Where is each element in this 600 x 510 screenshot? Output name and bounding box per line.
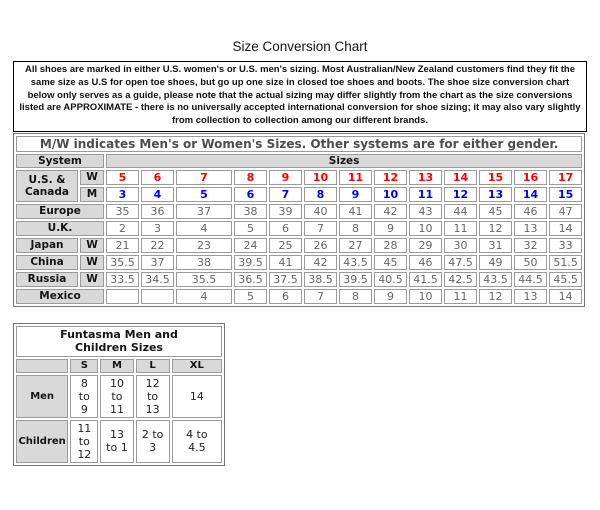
size-value: 11	[409, 187, 442, 202]
main-size-table	[13, 133, 585, 307]
size-value: 45	[479, 204, 512, 219]
funtasma-size-value: 8 to 9	[70, 375, 98, 418]
size-value: 42	[304, 255, 337, 270]
size-row	[16, 204, 582, 219]
size-value: 39.5	[339, 272, 372, 287]
size-value: 46	[409, 255, 442, 270]
size-value: 36.5	[234, 272, 267, 287]
size-value: 23	[176, 238, 232, 253]
note-row	[16, 136, 582, 152]
funtasma-size-value: 13 to 1	[100, 420, 133, 463]
gender-indicator: W	[80, 272, 104, 287]
size-value: 30	[444, 238, 477, 253]
size-value: 46	[514, 204, 547, 219]
sizes-header: Sizes	[106, 154, 582, 168]
size-value: 16	[514, 170, 547, 185]
size-value: 8	[234, 170, 267, 185]
size-value: 43.5	[479, 272, 512, 287]
size-value: 47	[549, 204, 582, 219]
size-value	[141, 289, 174, 304]
system-label: U.S. & Canada	[16, 170, 78, 202]
size-value: 5	[234, 289, 267, 304]
size-value: 49	[479, 255, 512, 270]
size-value: 9	[374, 221, 407, 236]
size-value: 8	[304, 187, 337, 202]
size-value: 41.5	[409, 272, 442, 287]
system-label: U.K.	[16, 221, 104, 236]
size-value: 38	[176, 255, 232, 270]
size-value: 4	[176, 289, 232, 304]
size-value: 13	[409, 170, 442, 185]
size-value: 7	[304, 289, 337, 304]
size-value: 44	[444, 204, 477, 219]
size-value: 26	[304, 238, 337, 253]
funtasma-column-header: S	[70, 359, 98, 373]
size-value: 41	[339, 204, 372, 219]
size-value: 2	[106, 221, 139, 236]
size-value: 37.5	[269, 272, 302, 287]
size-value: 27	[339, 238, 372, 253]
size-value: 35.5	[106, 255, 139, 270]
size-value: 29	[409, 238, 442, 253]
size-value: 7	[269, 187, 302, 202]
size-value: 14	[514, 187, 547, 202]
system-label: Japan	[16, 238, 78, 253]
size-value: 25	[269, 238, 302, 253]
funtasma-row	[16, 375, 222, 418]
size-value: 40.5	[374, 272, 407, 287]
size-row	[16, 255, 582, 270]
size-value: 42.5	[444, 272, 477, 287]
size-value: 39	[269, 204, 302, 219]
size-value: 22	[141, 238, 174, 253]
funtasma-column-header: L	[136, 359, 170, 373]
size-value: 4	[141, 187, 174, 202]
size-value: 4	[176, 221, 232, 236]
funtasma-size-value: 4 to 4.5	[172, 420, 222, 463]
funtasma-table	[13, 323, 225, 466]
size-value: 10	[409, 221, 442, 236]
size-value: 35	[106, 204, 139, 219]
system-label: Russia	[16, 272, 78, 287]
size-value: 6	[141, 170, 174, 185]
size-value: 9	[374, 289, 407, 304]
size-value: 12	[374, 170, 407, 185]
size-value: 43.5	[339, 255, 372, 270]
size-value: 39.5	[234, 255, 267, 270]
size-value: 13	[514, 221, 547, 236]
size-value: 45.5	[549, 272, 582, 287]
funtasma-row-label: Men	[16, 375, 68, 418]
size-value: 47.5	[444, 255, 477, 270]
size-value: 44.5	[514, 272, 547, 287]
size-value: 35.5	[176, 272, 232, 287]
size-value: 7	[304, 221, 337, 236]
size-value: 11	[339, 170, 372, 185]
funtasma-column-header: XL	[172, 359, 222, 373]
column-header-row	[16, 154, 582, 168]
funtasma-column-header	[16, 359, 68, 373]
mw-note: M/W indicates Men's or Women's Sizes. Other systems are for either gender.	[16, 136, 582, 152]
size-row	[16, 221, 582, 236]
size-value: 45	[374, 255, 407, 270]
size-value: 6	[269, 221, 302, 236]
size-value: 14	[549, 221, 582, 236]
size-value: 37	[176, 204, 232, 219]
size-value: 8	[339, 221, 372, 236]
system-label: Mexico	[16, 289, 104, 304]
size-value: 10	[304, 170, 337, 185]
gender-indicator: W	[80, 238, 104, 253]
size-value: 37	[141, 255, 174, 270]
size-value: 17	[549, 170, 582, 185]
size-row	[16, 238, 582, 253]
size-value: 9	[339, 187, 372, 202]
gender-indicator: W	[80, 255, 104, 270]
size-value: 34.5	[141, 272, 174, 287]
size-value: 38	[234, 204, 267, 219]
size-value: 5	[106, 170, 139, 185]
size-value: 24	[234, 238, 267, 253]
size-value: 12	[479, 221, 512, 236]
size-value: 31	[479, 238, 512, 253]
funtasma-row-label: Children	[16, 420, 68, 463]
size-value: 51.5	[549, 255, 582, 270]
size-value: 7	[176, 170, 232, 185]
funtasma-title-row	[16, 326, 222, 357]
funtasma-row	[16, 420, 222, 463]
size-value: 15	[479, 170, 512, 185]
size-value: 9	[269, 170, 302, 185]
size-value: 12	[479, 289, 512, 304]
size-row	[16, 170, 582, 185]
size-value: 40	[304, 204, 337, 219]
size-row	[16, 272, 582, 287]
funtasma-title: Funtasma Men and Children Sizes	[16, 326, 222, 357]
funtasma-size-value: 2 to 3	[136, 420, 170, 463]
page-title: Size Conversion Chart	[232, 39, 368, 54]
funtasma-size-value: 11 to 12	[70, 420, 98, 463]
size-value: 32	[514, 238, 547, 253]
size-value: 12	[444, 187, 477, 202]
size-value: 10	[409, 289, 442, 304]
size-value: 14	[549, 289, 582, 304]
funtasma-header-row	[16, 359, 222, 373]
intro-text: All shoes are marked in either U.S. women's or U.S. men's sizing. Most Australian/New Zealand customers find they fit the same size as U.S for open toe shoes, but go up one size in closed toe shoes and boots. The shoe size conversion chart below only serves as a guide, please note that the actual sizing may differ slightly from the chart as the size conversions listed are APPROXIMATE - there is no universally accepted international conversion for shoe sizing; it may also vary slightly from collection to collection among our different brands.	[19, 64, 581, 127]
size-value: 36	[141, 204, 174, 219]
size-value: 13	[514, 289, 547, 304]
funtasma-size-value: 14	[172, 375, 222, 418]
size-value: 41	[269, 255, 302, 270]
size-value: 43	[409, 204, 442, 219]
size-value: 33.5	[106, 272, 139, 287]
size-value: 11	[444, 221, 477, 236]
funtasma-column-header: M	[100, 359, 133, 373]
size-value: 10	[374, 187, 407, 202]
size-value: 13	[479, 187, 512, 202]
size-value: 33	[549, 238, 582, 253]
size-value: 11	[444, 289, 477, 304]
size-value: 15	[549, 187, 582, 202]
size-value: 5	[234, 221, 267, 236]
system-label: Europe	[16, 204, 104, 219]
funtasma-size-value: 10 to 11	[100, 375, 133, 418]
size-row	[16, 289, 582, 304]
intro-text-box	[13, 61, 587, 132]
size-value: 14	[444, 170, 477, 185]
system-label: China	[16, 255, 78, 270]
size-value: 6	[269, 289, 302, 304]
size-value: 28	[374, 238, 407, 253]
size-value	[106, 289, 139, 304]
funtasma-size-value: 12 to 13	[136, 375, 170, 418]
size-value: 50	[514, 255, 547, 270]
system-header: System	[16, 154, 104, 168]
size-value: 42	[374, 204, 407, 219]
size-value: 5	[176, 187, 232, 202]
size-row	[16, 187, 582, 202]
size-value: 38.5	[304, 272, 337, 287]
size-value: 6	[234, 187, 267, 202]
gender-indicator: W	[80, 170, 104, 185]
gender-indicator: M	[80, 187, 104, 202]
size-value: 21	[106, 238, 139, 253]
size-value: 8	[339, 289, 372, 304]
size-value: 3	[141, 221, 174, 236]
size-value: 3	[106, 187, 139, 202]
